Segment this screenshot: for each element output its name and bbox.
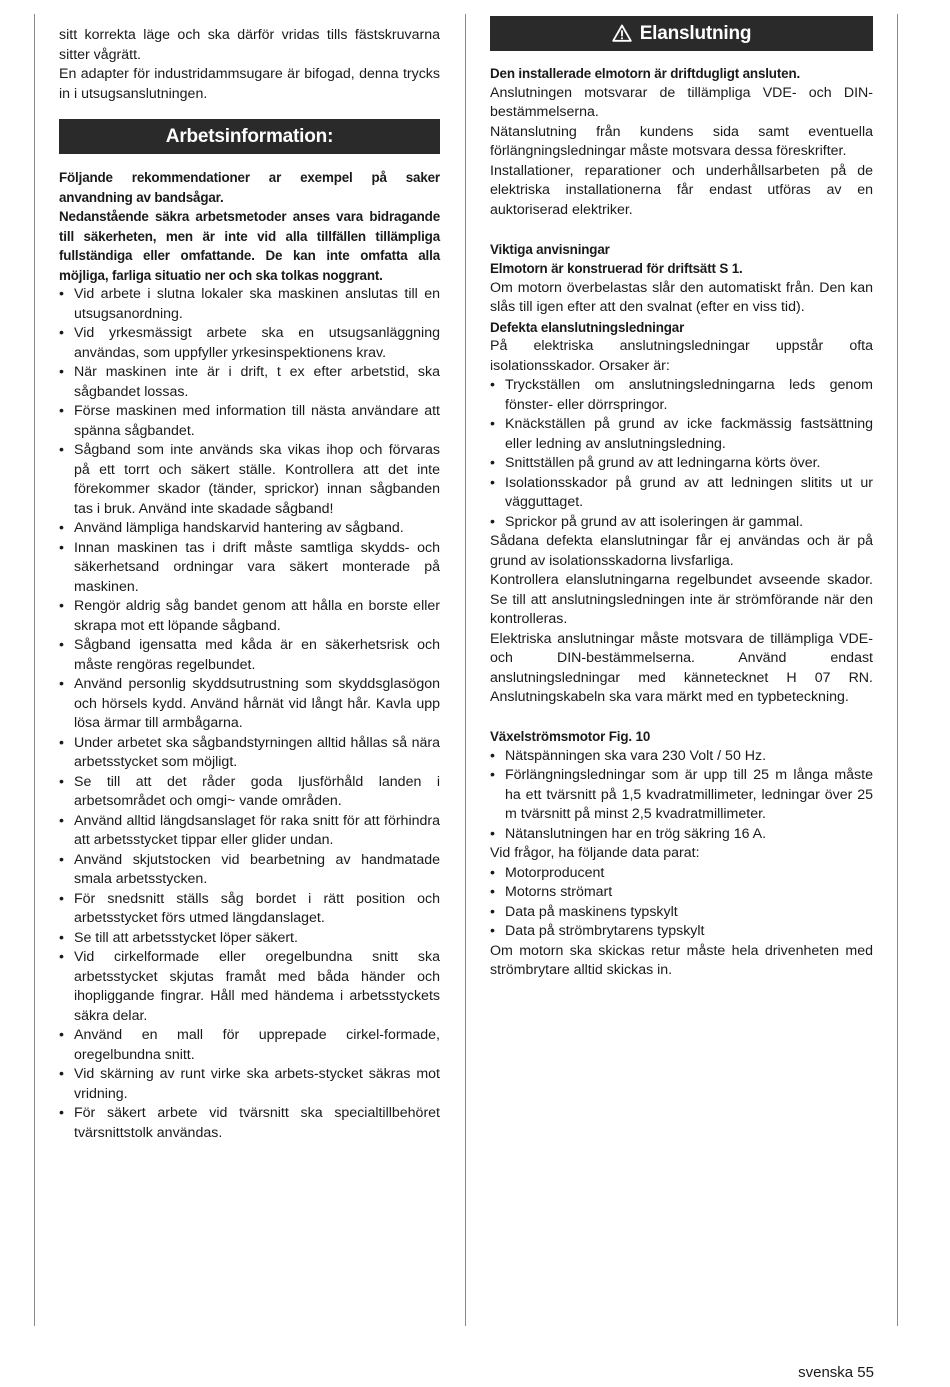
intro-text: sitt korrekta läge och ska därför vridas tills fästskruvarna sitter vågrätt.	[59, 27, 440, 63]
list-item: • Sågband som inte används ska vikas ihop och förvaras på ett torrt och säkert ställe. Kontrollera att det inte förekommer skador (tänder, sprickor) innan sågbanden tas i bruk. Använd inte skadade sågband!	[59, 441, 440, 519]
right-margin-rule	[897, 14, 898, 1326]
list-item: • Nätanslutningen har en trög säkring 16 A.	[490, 825, 873, 845]
list-item: • Data på strömbrytarens typskylt	[490, 922, 873, 942]
paragraph: Nätanslutning från kundens sida samt eventuella förlängningsledningar måste motsvara dessa föreskrifter.	[490, 123, 873, 159]
list-item: • Tryckställen om anslutningsledningarna leds genom fönster- eller dörrspringor.	[490, 376, 873, 415]
list-item: • Använd en mall för upprepade cirkel-formade, oregelbundna snitt.	[59, 1026, 440, 1065]
left-margin-rule	[34, 14, 35, 1326]
safety-bullet-list	[59, 285, 440, 1143]
list-item: • Förse maskinen med information till nästa användare att spänna sågbandet.	[59, 402, 440, 441]
bold-intro-2: Nedanstående säkra arbetsmetoder anses vara bidragande till säkerheten, men är inte vid alla tillfällen tillämpliga fullständiga eller omfattande. De kan inte omfatta alla möjliga, farliga situatio ner och ska tolkas noggrant.	[59, 209, 440, 283]
list-item: • Isolationsskador på grund av att ledningen slitits ut ur vägguttaget.	[490, 474, 873, 513]
list-item: • Använd alltid längdsanslaget för raka snitt för att förhindra att arbetsstycket tippar eller glider undan.	[59, 812, 440, 851]
list-item: • Vid cirkelformade eller oregelbundna snitt ska arbetsstycket skjutas framåt med båda händer och ihopliggande fingrar. Håll med händema i arbetsstyckets säkra delar.	[59, 948, 440, 1026]
paragraph: Elektriska anslutningar måste motsvara de tillämpliga VDE- och DIN-bestämmelserna. Använd endast anslutningsledningar med kännetecknet H 07 RN. Anslutningskabeln ska vara märkt med en typbeteckning.	[490, 630, 873, 705]
list-item: • För säkert arbete vid tvärsnitt ska specialtillbehöret tvärsnittstolk användas.	[59, 1104, 440, 1143]
cause-bullet-list	[490, 376, 873, 532]
data-bullet-list	[490, 864, 873, 942]
list-item: • Nätspänningen ska vara 230 Volt / 50 Hz.	[490, 747, 873, 767]
list-item: • Använd skjutstocken vid bearbetning av handmatade smala arbetsstycken.	[59, 851, 440, 890]
bold-intro-1: Följande rekommendationer ar exempel på saker anvandning av bandsågar.	[59, 170, 440, 205]
list-item: • Vid yrkesmässigt arbete ska en utsugsanläggning användas, som uppfyller yrkesinspektionens krav.	[59, 324, 440, 363]
list-item: • Rengör aldrig såg bandet genom att hålla en borste eller skrapa mot ett löpande sågband.	[59, 597, 440, 636]
list-item: • För snedsnitt ställs såg bordet i rätt position och arbetsstycket förs utmed längdanslaget.	[59, 890, 440, 929]
list-item: • När maskinen inte är i drift, t ex efter arbetstid, ska sågbandet lossas.	[59, 363, 440, 402]
page-number: svenska 55	[798, 1364, 874, 1381]
subheading-defekta-ledningar: Defekta elanslutningsledningar	[490, 319, 685, 335]
right-column	[490, 64, 873, 981]
list-item: • Snittställen på grund av att ledningarna körts över.	[490, 454, 873, 474]
subheading-viktiga-anvisningar: Viktiga anvisningar	[490, 241, 610, 257]
paragraph: Kontrollera elanslutningarna regelbundet avseende skador. Se till att anslutningsledningen inte är strömförande när den kontrolleras.	[490, 572, 873, 627]
list-item: • Använd personlig skyddsutrustning som skyddsglasögon och hörsels kydd. Använd hårnät vid långt hår. Kavla upp lösa ärmar till armbågarna.	[59, 675, 440, 734]
subheading-driftsatt: Elmotorn är konstruerad för driftsätt S 1.	[490, 261, 743, 276]
list-item: • Vid arbete i slutna lokaler ska maskinen anslutas till en utsugsanordning.	[59, 285, 440, 324]
list-item: • Använd lämpliga handskarvid hantering av sågband.	[59, 519, 440, 539]
paragraph: Installationer, reparationer och underhållsarbeten på de elektriska installationerna får endast utföras av en auktoriserad elektriker.	[490, 162, 873, 218]
paragraph: Anslutningen motsvarar de tillämpliga VDE- och DIN-bestämmelserna.	[490, 84, 873, 120]
list-item: • Motorns strömart	[490, 883, 873, 903]
section-heading-arbetsinformation: Arbetsinformation:	[59, 119, 440, 154]
paragraph: Om motorn överbelastas slår den automatiskt från. Den kan slås till igen efter att den svalnat (efter en viss tid).	[490, 279, 873, 315]
list-item: • Motorproducent	[490, 864, 873, 884]
paragraph: Sådana defekta elanslutningar får ej användas och är på grund av isolationsskadorna livsfarliga.	[490, 533, 873, 569]
section-heading-elanslutning	[490, 16, 873, 51]
warning-triangle-icon	[612, 19, 632, 54]
list-item: • Sågband igensatta med kåda är en säkerhetsrisk och måste rengöras regelbundet.	[59, 636, 440, 675]
list-item: • Se till att arbetsstycket löper säkert.	[59, 929, 440, 949]
ac-motor-bullet-list	[490, 747, 873, 845]
paragraph: Om motorn ska skickas retur måste hela drivenheten med strömbrytare alltid skickas in.	[490, 942, 873, 978]
list-item: • Vid skärning av runt virke ska arbets-stycket säkras mot vridning.	[59, 1065, 440, 1104]
bold-statement: Den installerade elmotorn är driftdugligt ansluten.	[490, 66, 801, 81]
column-divider-rule	[465, 14, 466, 1326]
list-item: • Innan maskinen tas i drift måste samtliga skydds- och säkerhetsand ordningar vara säkert monterade på maskinen.	[59, 539, 440, 598]
list-item: • Förlängningsledningar som är upp till 25 m långa måste ha ett tvärsnitt på 1,5 kvadratmillimeter, ledningar över 25 m tvärsnitt på minst 2,5 kvadratmillimeter.	[490, 766, 873, 825]
paragraph: Vid frågor, ha följande data parat:	[490, 845, 700, 861]
paragraph: På elektriska anslutningsledningar uppstår ofta isolationsskador. Orsaker är:	[490, 338, 873, 374]
left-column	[59, 26, 440, 1143]
adapter-text: En adapter för industridammsugare är bifogad, denna trycks in i utsugsanslutningen.	[59, 66, 440, 102]
section-heading-elanslutning-label: Elanslutning	[639, 23, 752, 44]
subheading-vaxelstromsmotor: Växelströmsmotor Fig. 10	[490, 729, 651, 744]
list-item: • Data på maskinens typskylt	[490, 903, 873, 923]
list-item: • Knäckställen på grund av icke fackmässig fastsättning eller ledning av anslutningsledning.	[490, 415, 873, 454]
list-item: • Se till att det råder goda Ijusförhåld landen i arbetsområdet och omgi~ vande områden.	[59, 773, 440, 812]
list-item: • Sprickor på grund av att isoleringen är gammal.	[490, 513, 873, 533]
list-item: • Under arbetet ska sågbandstyrningen alltid hållas så nära arbetsstycket som möjligt.	[59, 734, 440, 773]
